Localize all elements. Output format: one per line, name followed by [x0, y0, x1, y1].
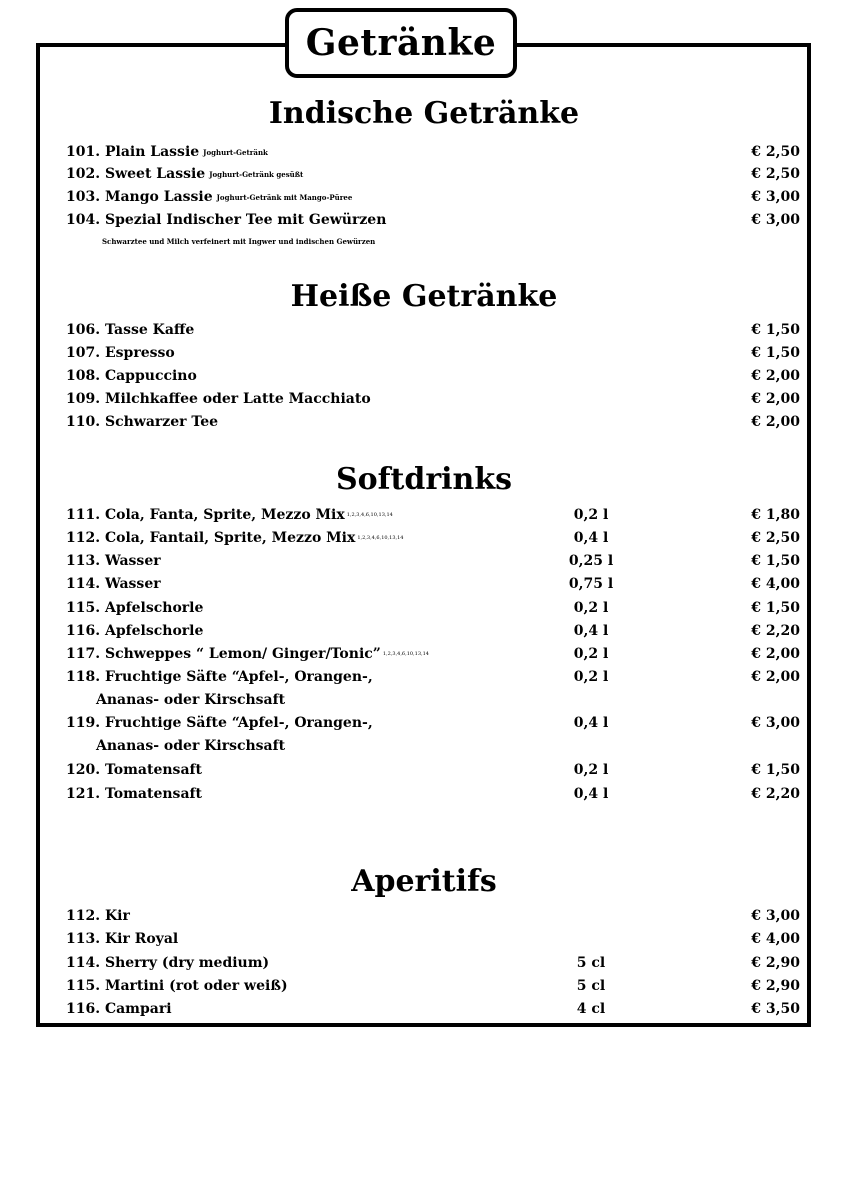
- menu-item: 114. Sherry (dry medium) 5 cl € 2,90: [66, 955, 800, 971]
- menu-item: 120. Tomatensaft 0,2 l € 1,50: [66, 762, 800, 778]
- menu-item: 107. Espresso € 1,50: [66, 345, 800, 361]
- menu-item: 112. Kir € 3,00: [66, 908, 800, 924]
- menu-item: 115. Martini (rot oder weiß) 5 cl € 2,90: [66, 978, 800, 994]
- item-continuation: Ananas- oder Kirschsaft: [96, 738, 286, 754]
- menu-item: 114. Wasser 0,75 l € 4,00: [66, 576, 800, 592]
- menu-item: 121. Tomatensaft 0,4 l € 2,20: [66, 786, 800, 802]
- menu-item: 116. Campari 4 cl € 3,50: [66, 1001, 800, 1017]
- menu-item: 106. Tasse Kaffe € 1,50: [66, 322, 800, 338]
- menu-item: 115. Apfelschorle 0,2 l € 1,50: [66, 600, 800, 616]
- menu-item: 113. Wasser 0,25 l € 1,50: [66, 553, 800, 569]
- menu-item: 109. Milchkaffee oder Latte Macchiato € 2,00: [66, 391, 800, 407]
- section-title-heiss: Heiße Getränke: [290, 279, 558, 314]
- menu-item: 111. Cola, Fanta, Sprite, Mezzo Mix 1,2,3,4,6,10,13,14 0,2 l € 1,80: [66, 507, 800, 523]
- menu-item: 103. Mango Lassie Joghurt-Getränk mit Mango-Püree € 3,00: [66, 189, 800, 205]
- menu-item: 119. Fruchtige Säfte “Apfel-, Orangen-, 0,4 l € 3,00: [66, 715, 800, 731]
- page-title: Getränke: [285, 8, 517, 78]
- menu-item: 112. Cola, Fantail, Sprite, Mezzo Mix 1,2,3,4,6,10,13,14 0,4 l € 2,50: [66, 530, 800, 546]
- menu-item: 113. Kir Royal € 4,00: [66, 931, 800, 947]
- section-title-indisch: Indische Getränke: [268, 96, 580, 131]
- menu-item: 117. Schweppes “ Lemon/ Ginger/Tonic” 1,2,3,4,6,10,13,14 0,2 l € 2,00: [66, 646, 800, 662]
- section-title-aperitifs: Aperitifs: [351, 864, 497, 899]
- menu-item: 118. Fruchtige Säfte “Apfel-, Orangen-, 0,2 l € 2,00: [66, 669, 800, 685]
- menu-item: 101. Plain Lassie Joghurt-Getränk € 2,50: [66, 144, 800, 160]
- menu-item: 104. Spezial Indischer Tee mit Gewürzen € 3,00: [66, 212, 800, 228]
- menu-item: 110. Schwarzer Tee € 2,00: [66, 414, 800, 430]
- menu-item: 108. Cappuccino € 2,00: [66, 368, 800, 384]
- section-title-softdrinks: Softdrinks: [335, 462, 513, 497]
- item-continuation: Ananas- oder Kirschsaft: [96, 692, 286, 708]
- item-description: Schwarztee und Milch verfeinert mit Ingwer und indischen Gewürzen: [102, 237, 376, 246]
- menu-item: 116. Apfelschorle 0,4 l € 2,20: [66, 623, 800, 639]
- menu-item: 102. Sweet Lassie Joghurt-Getränk gesüßt € 2,50: [66, 166, 800, 182]
